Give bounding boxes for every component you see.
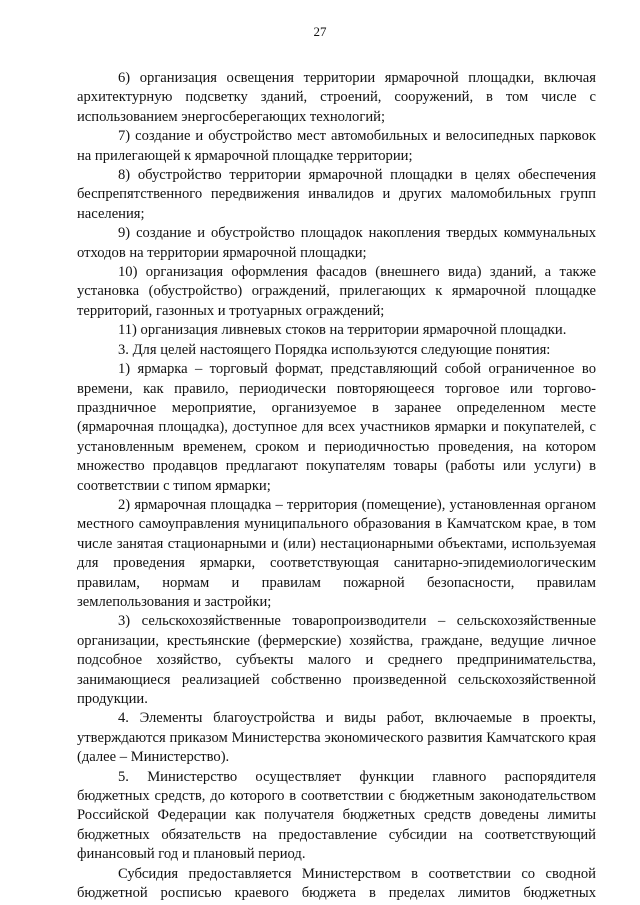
paragraph-subsidy: Субсидия предоставляется Министерством в соответствии со сводной бюджетной росписью краевого бюджета в пределах лимитов бюджетных <box>77 865 596 902</box>
paragraph-definition-fair-site: 2) ярмарочная площадка – территория (помещение), установленная органом местного самоуправления муниципального образования в Камчатском крае, в том числе занятая стационарными и (или) нестационарными объектами, используемая для проведения ярмарки, соответствующая санитарно-эпидемиологическим правилам, нормам и правилам пожарной безопасности, правилам землепользования и застройки; <box>77 496 596 610</box>
paragraph-item-6: 6) организация освещения территории ярмарочной площадки, включая архитектурную подсветку зданий, строений, сооружений, в том числе с использованием энергосберегающих технологий; <box>77 70 596 125</box>
paragraph-section-3: 3. Для целей настоящего Порядка используются следующие понятия: <box>118 341 551 358</box>
paragraph-definition-fair: 1) ярмарка – торговый формат, представляющий собой ограниченное во времени, как правило, периодически повторяющееся торговое или торгово-праздничное мероприятие, организуемое в заранее определенном месте (ярмарочная площадка), доступное для всех участников ярмарки и покупателей, с установленным временем, сроком и периодичностью проведения, на котором множество продавцов предлагают покупателям товары (работы или услуги) в соответствии с типом ярмарки; <box>77 361 596 494</box>
paragraph-item-11: 11) организация ливневых стоков на территории ярмарочной площадки. <box>118 322 567 339</box>
paragraph-item-9: 9) создание и обустройство площадок накопления твердых коммунальных отходов на территории ярмарочной площадки; <box>77 225 596 261</box>
document-body <box>77 69 596 903</box>
paragraph-section-4: 4. Элементы благоустройства и виды работ, включаемые в проекты, утверждаются приказом Министерства экономического развития Камчатского края (далее – Министерство). <box>77 710 596 766</box>
paragraph-item-7: 7) создание и обустройство мест автомобильных и велосипедных парковок на прилегающей к ярмарочной площадке территории; <box>77 128 596 164</box>
paragraph-section-5: 5. Министерство осуществляет функции главного распорядителя бюджетных средств, до которого в соответствии с бюджетным законодательством Российской Федерации как получателя бюджетных средств доведены лимиты бюджетных обязательств на предоставление субсидии на соответствующий финансовый год и плановый период. <box>77 768 596 863</box>
paragraph-item-8: 8) обустройство территории ярмарочной площадки в целях обеспечения беспрепятственного передвижения инвалидов и других маломобильных групп населения; <box>77 167 596 222</box>
page-number: 27 <box>313 24 327 39</box>
paragraph-definition-producers: 3) сельскохозяйственные товаропроизводители – сельскохозяйственные организации, крестьянские (фермерские) хозяйства, граждане, ведущие личное подсобное хозяйство, субъекты малого и среднего предпринимательства, занимающиеся реализацией собственно произведенной сельскохозяйственной продукции. <box>77 613 596 707</box>
paragraph-item-10: 10) организация оформления фасадов (внешнего вида) зданий, а также установка (обустройство) ограждений, прилегающих к ярмарочной площадке территорий, газонных и тротуарных ограждений; <box>77 264 596 319</box>
